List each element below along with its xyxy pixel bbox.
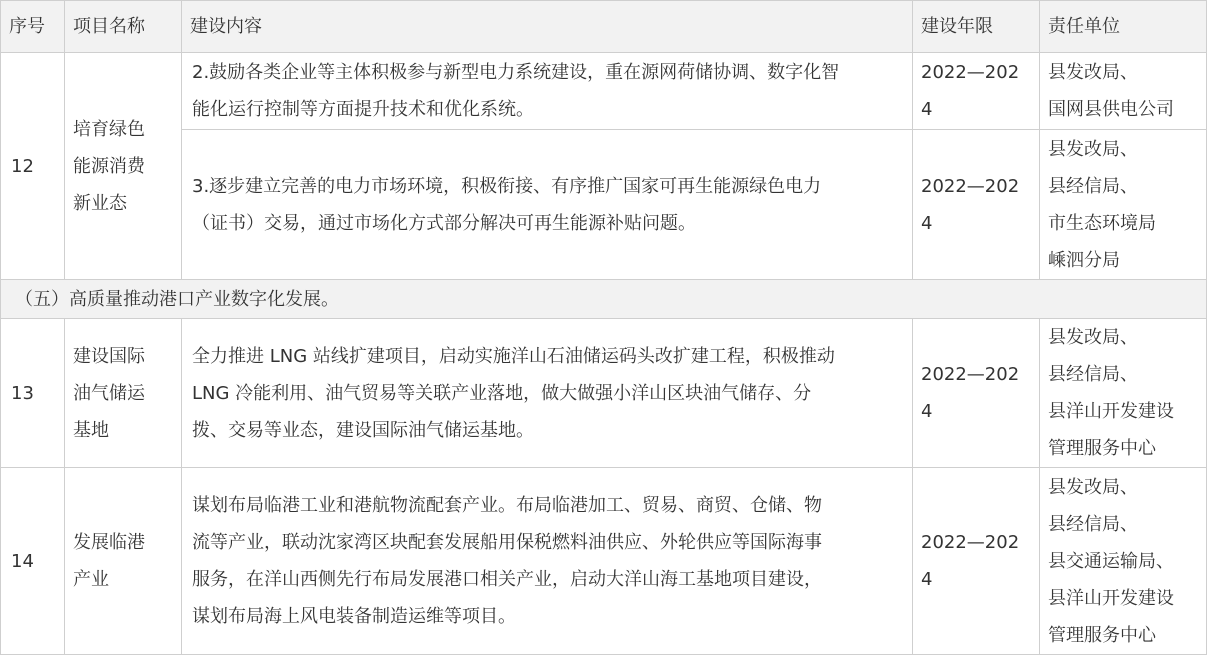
row-14-period: 2022—202 4	[913, 468, 1040, 655]
row-12-item-2-content: 2.鼓励各类企业等主体积极参与新型电力系统建设，重在源网荷储协调、数字化智 能化运行控制等方面提升技术和优化系统。	[182, 53, 913, 130]
row-12-item-3-period: 2022—202 4	[913, 130, 1040, 280]
row-13-name: 建设国际 油气储运 基地	[65, 319, 182, 468]
table-row-13	[1, 319, 1207, 468]
table-row-14	[1, 468, 1207, 655]
section-row-5	[1, 280, 1207, 319]
row-12-item-3-content: 3.逐步建立完善的电力市场环境，积极衔接、有序推广国家可再生能源绿色电力 （证书）交易，通过市场化方式部分解决可再生能源补贴问题。	[182, 130, 913, 280]
row-13-seq: 13	[1, 319, 65, 468]
header-unit: 责任单位	[1040, 1, 1207, 53]
row-14-unit: 县发改局、 县经信局、 县交通运输局、 县洋山开发建设 管理服务中心	[1040, 468, 1207, 655]
header-seq: 序号	[1, 1, 65, 53]
row-12-item-2-period: 2022—202 4	[913, 53, 1040, 130]
header-row	[1, 1, 1207, 53]
header-name: 项目名称	[65, 1, 182, 53]
row-12-name: 培育绿色 能源消费 新业态	[65, 53, 182, 280]
row-12-seq: 12	[1, 53, 65, 280]
header-period: 建设年限	[913, 1, 1040, 53]
row-14-content: 谋划布局临港工业和港航物流配套产业。布局临港加工、贸易、商贸、仓储、物 流等产业，联动沈家湾区块配套发展船用保税燃料油供应、外轮供应等国际海事 服务，在洋山西侧先行布局发展港口相关产业，启动大洋山海工基地项目建设， 谋划布局海上风电装备制造运维等项目。	[182, 468, 913, 655]
row-13-unit: 县发改局、 县经信局、 县洋山开发建设 管理服务中心	[1040, 319, 1207, 468]
header-content: 建设内容	[182, 1, 913, 53]
row-14-seq: 14	[1, 468, 65, 655]
section-title: （五）高质量推动港口产业数字化发展。	[1, 280, 1207, 319]
table-row-12-item-2	[1, 53, 1207, 130]
row-13-period: 2022—202 4	[913, 319, 1040, 468]
table-row-12-item-3	[1, 130, 1207, 280]
row-13-content: 全力推进 LNG 站线扩建项目，启动实施洋山石油储运码头改扩建工程，积极推动 LNG 冷能利用、油气贸易等关联产业落地，做大做强小洋山区块油气储存、分 拨、交易等业态，建设国际油气储运基地。	[182, 319, 913, 468]
row-12-item-3-unit: 县发改局、 县经信局、 市生态环境局 嵊泗分局	[1040, 130, 1207, 280]
row-14-name: 发展临港 产业	[65, 468, 182, 655]
row-12-item-2-unit: 县发改局、 国网县供电公司	[1040, 53, 1207, 130]
